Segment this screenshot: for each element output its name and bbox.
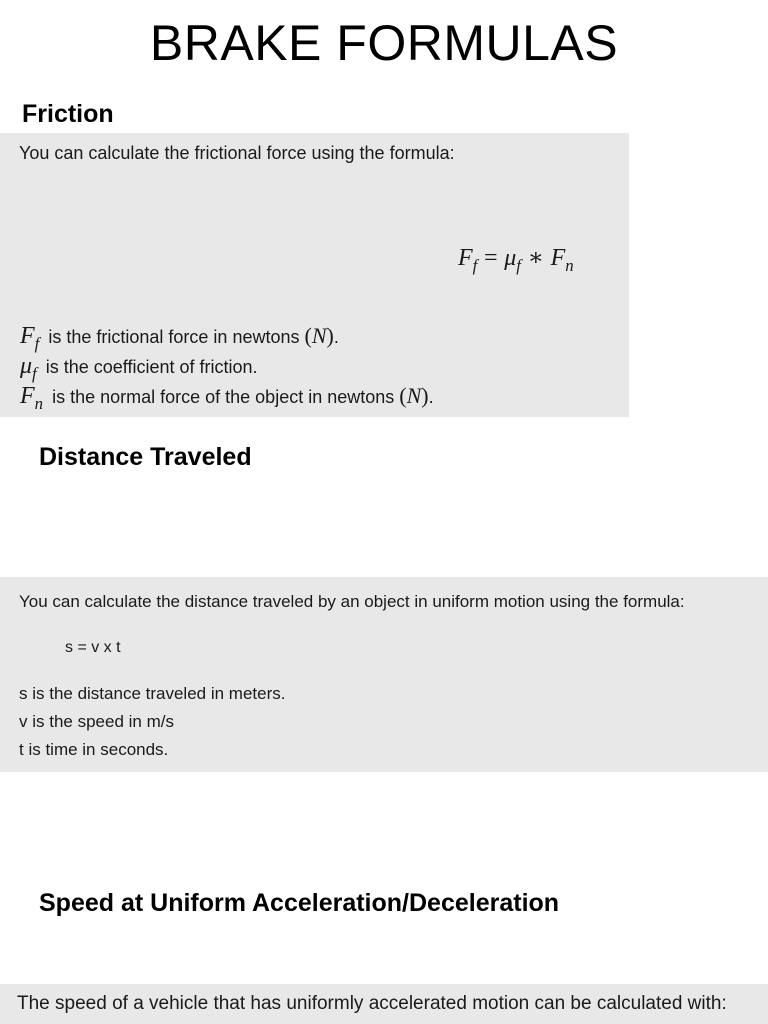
- speed-heading: Speed at Uniform Acceleration/Deceleration: [39, 889, 560, 917]
- distance-line-t: t is time in seconds.: [19, 740, 169, 759]
- speed-intro: The speed of a vehicle that has uniformly accelerated motion can be calculated with:: [17, 993, 727, 1014]
- distance-formula: s = v x t: [65, 639, 121, 656]
- distance-panel: [0, 577, 768, 772]
- distance-line-v: v is the speed in m/s: [19, 712, 174, 731]
- page-title: BRAKE FORMULAS: [149, 15, 619, 71]
- friction-panel: [0, 133, 629, 417]
- friction-definition-coefficient: $\mu_f$ is the coefficient of friction.: [20, 353, 258, 383]
- friction-formula: $F_f = \mu_f$ ∗ $F_n$: [458, 245, 574, 275]
- speed-panel: [0, 984, 768, 1024]
- friction-definition-force: $F_f$ is the frictional force in newtons (N).: [20, 323, 339, 353]
- distance-line-s: s is the distance traveled in meters.: [19, 684, 286, 703]
- friction-intro: You can calculate the frictional force using the formula:: [19, 143, 455, 163]
- distance-heading: Distance Traveled: [39, 443, 252, 471]
- friction-heading: Friction: [22, 100, 114, 128]
- friction-definition-normal-force: $F_n$ is the normal force of the object in newtons (N).: [20, 383, 434, 413]
- distance-intro: You can calculate the distance traveled by an object in uniform motion using the formula:: [19, 592, 685, 611]
